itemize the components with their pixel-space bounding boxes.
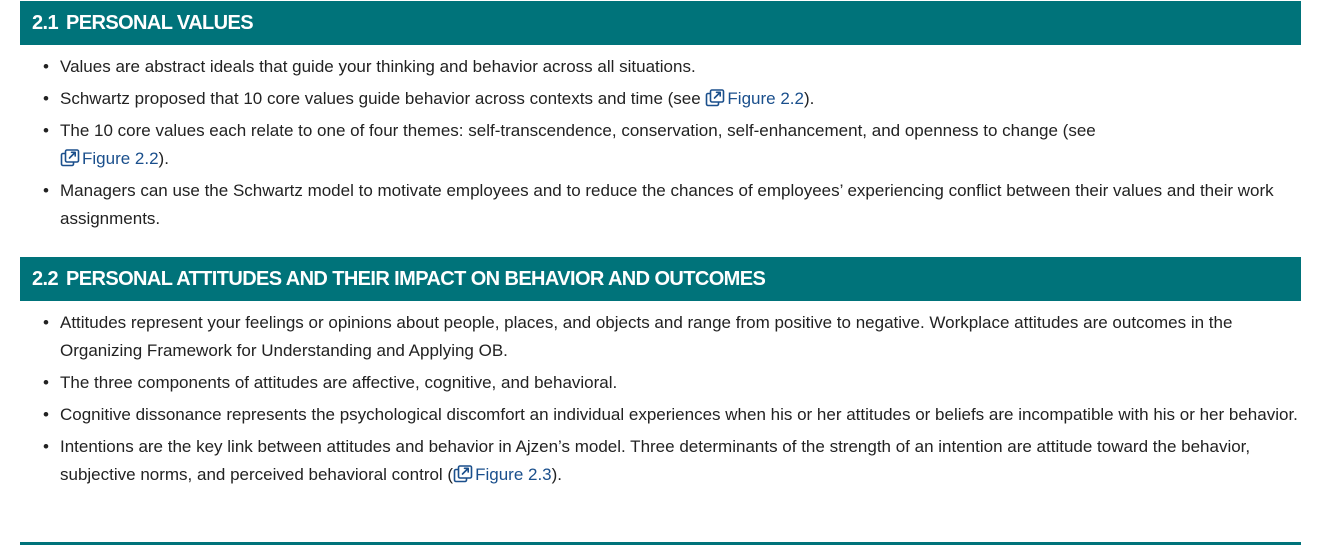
list-item: [20, 177, 1301, 233]
external-link-icon: [705, 89, 725, 107]
figure-link[interactable]: [453, 465, 552, 484]
bullet-dot: •: [43, 405, 49, 424]
list-item: [20, 85, 1301, 113]
figure-link[interactable]: [705, 89, 804, 108]
bullet-dot: •: [43, 121, 49, 140]
list-item: [20, 53, 1301, 81]
section-number: 2.2: [32, 267, 59, 290]
figure-link-label: Figure 2.2: [727, 89, 804, 108]
list-item: [20, 117, 1301, 173]
summary-content: [20, 1, 1301, 493]
section-header: [20, 1, 1301, 45]
bullet-dot: •: [43, 437, 49, 456]
bullet-dot: •: [43, 57, 49, 76]
bullet-text: Schwartz proposed that 10 core values guide behavior across contexts and time (see: [60, 89, 706, 108]
section-personal-values: [20, 1, 1301, 233]
list-item: [20, 401, 1301, 429]
bottom-divider: [20, 542, 1301, 545]
bullet-text-end: ).: [803, 89, 815, 108]
section-number: 2.1: [32, 11, 59, 34]
figure-link-label: Figure 2.3: [475, 465, 552, 484]
section-title: PERSONAL ATTITUDES AND THEIR IMPACT ON BEHAVIOR AND OUTCOMES: [66, 267, 766, 290]
external-link-icon: [453, 465, 473, 483]
bullet-text: Cognitive dissonance represents the psychological discomfort an individual experiences when his or her attitudes or beliefs are incompatible with his or her behavior.: [60, 405, 1298, 424]
bullet-dot: •: [43, 313, 49, 332]
bullet-list: [20, 309, 1301, 489]
bullet-text: Managers can use the Schwartz model to motivate employees and to reduce the chances of employees’ experiencing conflict between their values and their work assignments.: [60, 181, 1274, 228]
bullet-text: Attitudes represent your feelings or opinions about people, places, and objects and range from positive to negative. Workplace attitudes are outcomes in the Organizing Framework for Understanding and Applying OB.: [60, 313, 1233, 360]
bullet-dot: •: [43, 89, 49, 108]
bullet-text-end: ).: [158, 149, 169, 168]
bullet-dot: •: [43, 373, 49, 392]
external-link-icon: [60, 149, 80, 167]
section-title: PERSONAL VALUES: [66, 11, 253, 34]
bullet-list: [20, 53, 1301, 233]
figure-link[interactable]: [60, 149, 159, 168]
list-item: [20, 309, 1301, 365]
list-item: [20, 433, 1301, 489]
section-personal-attitudes: [20, 257, 1301, 489]
bullet-text-end: ).: [551, 465, 563, 484]
section-header: [20, 257, 1301, 301]
bullet-text: Intentions are the key link between attitudes and behavior in Ajzen’s model. Three determinants of the strength of an intention are attitude toward the behavior, subjective norms, and perceived behavioral control (: [60, 437, 1251, 484]
bullet-text: The 10 core values each relate to one of four themes: self-transcendence, conservation, self-enhancement, and openness to change (see: [60, 121, 1096, 140]
list-item: [20, 369, 1301, 397]
figure-link-label: Figure 2.2: [82, 149, 159, 168]
bullet-text: The three components of attitudes are affective, cognitive, and behavioral.: [60, 373, 618, 392]
bullet-dot: •: [43, 181, 49, 200]
bullet-text: Values are abstract ideals that guide your thinking and behavior across all situations.: [60, 57, 696, 76]
